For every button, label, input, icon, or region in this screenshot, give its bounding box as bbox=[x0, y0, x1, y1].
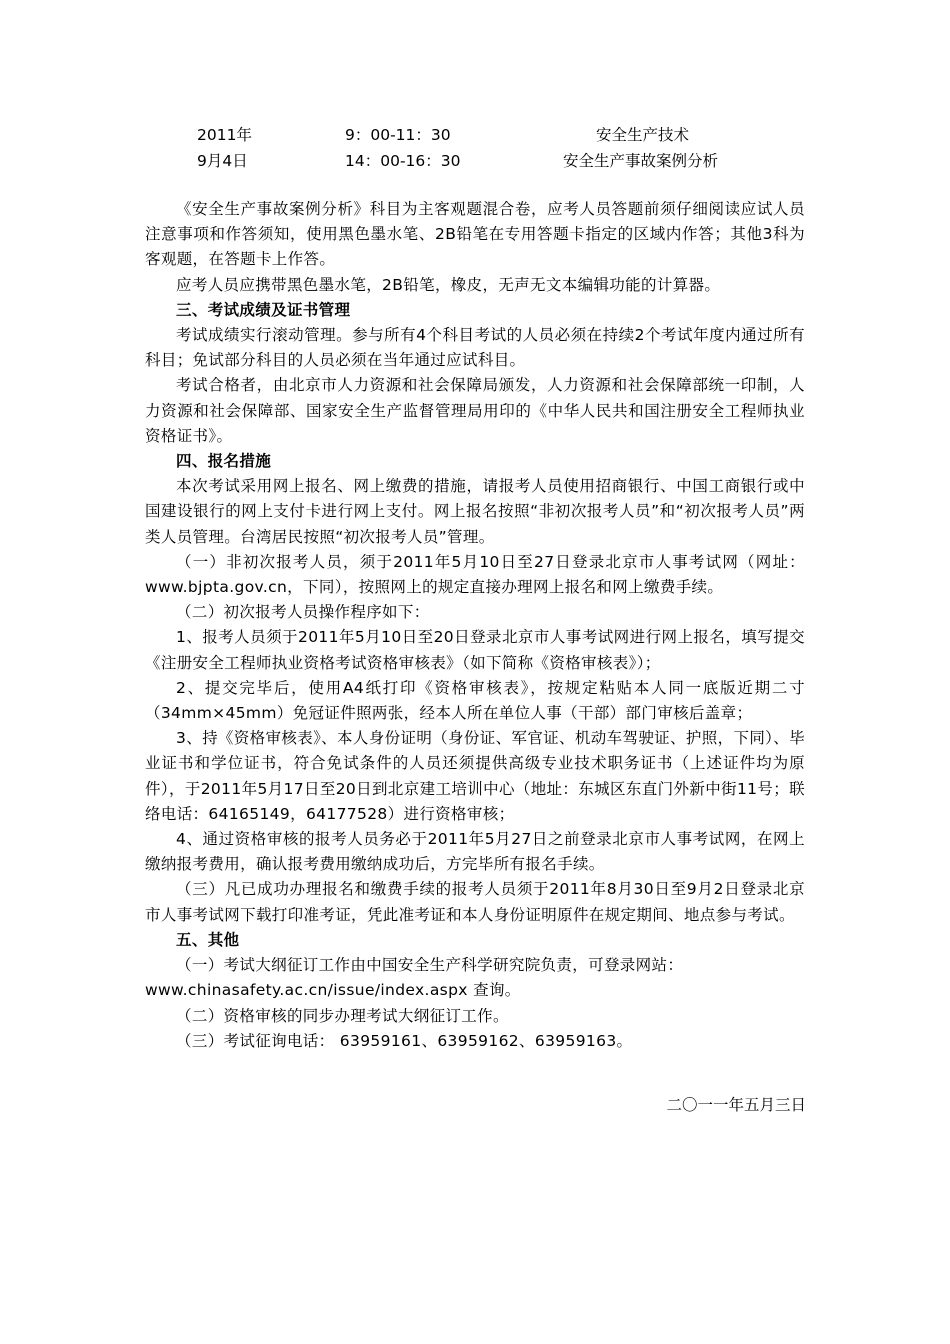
schedule-date: 9月4日 bbox=[197, 152, 248, 170]
paragraph-step-4: 4、通过资格审核的报考人员务必于2011年5月27日之前登录北京市人事考试网，在网上缴纳报考费用，确认报考费用缴纳成功后，方完毕所有报名手续。 bbox=[145, 830, 805, 874]
paragraph-answer-rules: 《安全生产事故案例分析》科目为主客观题混合卷，应考人员答题前须仔细阅读应试人员注意事项和作答须知，使用黑色墨水笔、2B铅笔在专用答题卡指定的区域内作答；其他3科为客观题，在答题卡上作答。 bbox=[145, 200, 805, 269]
schedule-row bbox=[0, 122, 950, 148]
paragraph-certificate: 考试合格者，由北京市人力资源和社会保障局颁发，人力资源和社会保障部统一印制，人力资源和社会保障部、国家安全生产监督管理局用印的《中华人民共和国注册安全工程师执业资格证书》。 bbox=[145, 376, 805, 445]
paragraph-returning-applicants: （一）非初次报考人员，须于2011年5月10日至27日登录北京市人事考试网（网址：www.bjpta.gov.cn，下同），按照网上的规定直接办理网上报名和网上缴费手续。 bbox=[145, 552, 805, 597]
schedule-subject: 安全生产技术 bbox=[596, 126, 690, 144]
section-heading-registration: 四、报名措施 bbox=[176, 452, 272, 471]
paragraph-first-time-intro: （二）初次报考人员操作程序如下： bbox=[176, 603, 430, 622]
paragraph-admission-ticket: （三）凡已成功办理报名和缴费手续的报考人员须于2011年8月30日至9月2日登录北京市人事考试网下载打印准考证，凭此准考证和本人身份证明原件在规定期间、地点参与考试。 bbox=[145, 880, 805, 924]
paragraph-syllabus: （一）考试大纲征订工作由中国安全生产科学研究院负责，可登录网站： bbox=[176, 956, 684, 975]
paragraph-syllabus-order: （二）资格审核的同步办理考试大纲征订工作。 bbox=[176, 1006, 509, 1025]
paragraph-contact-phone: （三）考试征询电话： 63959161、63959162、63959163。 bbox=[176, 1031, 633, 1050]
exam-schedule bbox=[0, 122, 950, 174]
section-heading-scores: 三、考试成绩及证书管理 bbox=[176, 300, 351, 319]
paragraph-step-1: 1、报考人员须于2011年5月10日至20日登录北京市人事考试网进行网上报名，填写提交《注册安全工程师执业资格考试资格审核表》（如下简称《资格审核表》）； bbox=[145, 628, 805, 672]
notice-body bbox=[145, 197, 805, 1054]
schedule-date: 2011年 bbox=[197, 126, 252, 144]
paragraph-online-registration: 本次考试采用网上报名、网上缴费的措施，请报考人员使用招商银行、中国工商银行或中国建设银行的网上支付卡进行网上支付。网上报名按照“非初次报考人员”和“初次报考人员”两类人员管理。台湾居民按照“初次报考人员”管理。 bbox=[145, 477, 805, 546]
paragraph-step-3: 3、持《资格审核表》、本人身份证明（身份证、军官证、机动车驾驶证、护照，下同）、毕业证书和学位证书，符合免试条件的人员还须提供高级专业技术职务证书（上述证件均为原件），于2011年5月17日至20日到北京建工培训中心（地址：东城区东直门外新中街11号；联络电话：64165149，64177528）进行资格审核； bbox=[145, 729, 805, 823]
paragraph-syllabus-url: www.chinasafety.ac.cn/issue/index.aspx 查询。 bbox=[145, 981, 521, 1000]
section-heading-other: 五、其他 bbox=[176, 930, 240, 949]
issue-date: 二〇一一年五月三日 bbox=[666, 1096, 806, 1114]
schedule-subject: 安全生产事故案例分析 bbox=[563, 152, 719, 170]
paragraph-rolling-management: 考试成绩实行滚动管理。参与所有4个科目考试的人员必须在持续2个考试年度内通过所有科目；免试部分科目的人员必须在当年通过应试科目。 bbox=[145, 326, 805, 370]
schedule-time: 14：00-16：30 bbox=[345, 152, 461, 170]
schedule-time: 9：00-11：30 bbox=[345, 126, 451, 144]
paragraph-materials: 应考人员应携带黑色墨水笔，2B铅笔，橡皮，无声无文本编辑功能的计算器。 bbox=[176, 275, 721, 294]
paragraph-step-2: 2、提交完毕后，使用A4纸打印《资格审核表》，按规定粘贴本人同一底版近期二寸（34mm×45mm）免冠证件照两张，经本人所在单位人事（干部）部门审核后盖章； bbox=[145, 678, 805, 723]
schedule-row bbox=[0, 148, 950, 174]
